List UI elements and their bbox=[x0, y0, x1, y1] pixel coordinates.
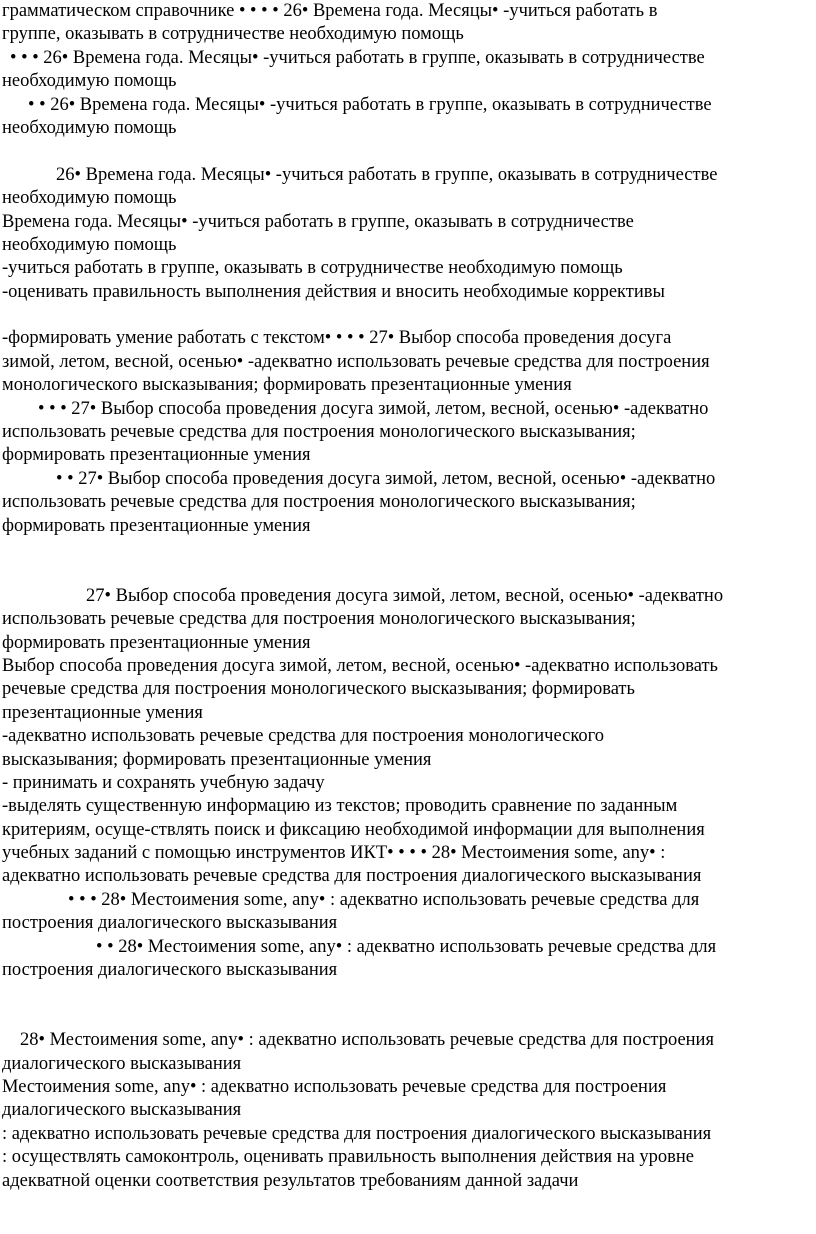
text-line: -учиться работать в группе, оказывать в сотрудничестве необходимую помощь bbox=[2, 258, 623, 279]
text-line: построения диалогического высказывания bbox=[2, 913, 338, 934]
text-line: критериям, осуще-ствлять поиск и фиксацию необходимой информации для выполнения bbox=[2, 819, 705, 840]
text-line: 27• Выбор способа проведения досуга зимой, летом, весной, осенью• -адекватно bbox=[86, 585, 724, 606]
text-line: диалогического высказывания bbox=[2, 1100, 242, 1121]
text-line: речевые средства для построения монологического высказывания; формировать bbox=[2, 679, 635, 700]
blank-line bbox=[2, 304, 814, 327]
text-line: формировать презентационные умения bbox=[2, 445, 311, 466]
text-line: необходимую помощь bbox=[2, 71, 177, 92]
text-line: -формировать умение работать с текстом• • • • 27• Выбор способа проведения досуга bbox=[2, 328, 672, 349]
text-line: учебных заданий с помощью инструментов ИКТ• • • • 28• Местоимения some, any• : bbox=[2, 843, 666, 864]
text-line: монологического высказывания; формировать презентационные умения bbox=[2, 375, 572, 396]
text-line: -адекватно использовать речевые средства для построения монологического bbox=[2, 726, 605, 747]
text-line: Времена года. Месяцы• -учиться работать в группе, оказывать в сотрудничестве bbox=[2, 211, 634, 232]
text-line: презентационные умения bbox=[2, 702, 203, 723]
text-line: 26• Времена года. Месяцы• -учиться работать в группе, оказывать в сотрудничестве bbox=[56, 164, 718, 185]
text-line: необходимую помощь bbox=[2, 117, 177, 138]
text-line: • • • 27• Выбор способа проведения досуга зимой, летом, весной, осенью• -адекватно bbox=[38, 398, 709, 419]
text-line: зимой, летом, весной, осенью• -адекватно использовать речевые средства для построения bbox=[2, 351, 710, 372]
text-line: использовать речевые средства для построения монологического высказывания; bbox=[2, 492, 636, 513]
text-line: необходимую помощь bbox=[2, 188, 177, 209]
blank-line bbox=[2, 561, 814, 584]
text-line: адекватной оценки соответствия результатов требованиям данной задачи bbox=[2, 1170, 579, 1191]
text-line: использовать речевые средства для построения монологического высказывания; bbox=[2, 609, 636, 630]
text-line: формировать презентационные умения bbox=[2, 515, 311, 536]
text-line: • • 28• Местоимения some, any• : адекватно использовать речевые средства для bbox=[96, 936, 717, 957]
text-line: необходимую помощь bbox=[2, 234, 177, 255]
text-line: группе, оказывать в сотрудничестве необходимую помощь bbox=[2, 24, 464, 45]
blank-line bbox=[2, 538, 814, 561]
text-line: : осуществлять самоконтроль, оценивать правильность выполнения действия на уровне bbox=[2, 1147, 695, 1168]
text-line: • • 26• Времена года. Месяцы• -учиться работать в группе, оказывать в сотрудничестве bbox=[28, 94, 712, 115]
text-line: -выделять существенную информацию из текстов; проводить сравнение по заданным bbox=[2, 796, 678, 817]
blank-line bbox=[2, 982, 814, 1005]
text-line: • • • 28• Местоимения some, any• : адекватно использовать речевые средства для bbox=[68, 889, 700, 910]
text-line: формировать презентационные умения bbox=[2, 632, 311, 653]
text-line: диалогического высказывания bbox=[2, 1053, 242, 1074]
text-line: Местоимения some, any• : адекватно использовать речевые средства для построения bbox=[2, 1076, 667, 1097]
text-line: • • • 26• Времена года. Месяцы• -учиться работать в группе, оказывать в сотрудничестве bbox=[10, 47, 705, 68]
blank-line bbox=[2, 140, 814, 163]
text-line: -оценивать правильность выполнения действия и вносить необходимые коррективы bbox=[2, 281, 665, 302]
text-line: 28• Местоимения some, any• : адекватно использовать речевые средства для построения bbox=[20, 1030, 714, 1051]
document-text bbox=[2, 0, 814, 1193]
text-line: • • 27• Выбор способа проведения досуга зимой, летом, весной, осенью• -адекватно bbox=[56, 468, 716, 489]
text-line: адекватно использовать речевые средства для построения диалогического высказывания bbox=[2, 866, 702, 887]
text-line: - принимать и сохранять учебную задачу bbox=[2, 772, 325, 793]
text-line: Выбор способа проведения досуга зимой, летом, весной, осенью• -адекватно использовать bbox=[2, 655, 718, 676]
text-line: высказывания; формировать презентационные умения bbox=[2, 749, 432, 770]
text-line: построения диалогического высказывания bbox=[2, 960, 338, 981]
text-line: грамматическом справочнике • • • • 26• Времена года. Месяцы• -учиться работать в bbox=[2, 1, 658, 21]
blank-line bbox=[2, 1006, 814, 1029]
text-line: : адекватно использовать речевые средства для построения диалогического высказывания bbox=[2, 1123, 712, 1144]
text-line: использовать речевые средства для построения монологического высказывания; bbox=[2, 422, 636, 443]
